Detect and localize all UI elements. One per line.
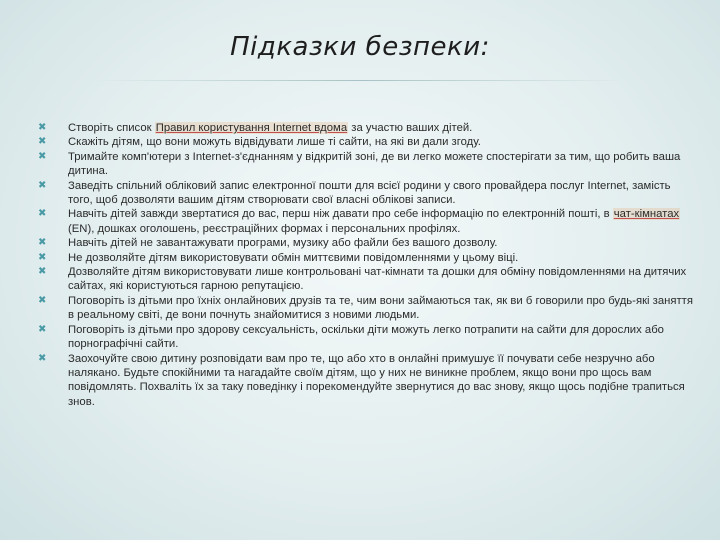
- chat-rooms-link[interactable]: чат-кімнатах: [613, 208, 680, 221]
- item-text: Заведіть спільний обліковий запис електронної пошти для всієї родини у свого провайдера послуг Internet, замість того, щоб дозволяти вашим дітям створювати свої власні облікові записи.: [68, 179, 671, 207]
- list-item: [38, 236, 698, 250]
- item-text: Навчіть дітей завжди звертатися до вас, перш ніж давати про себе інформацію по електронній пошті, в: [68, 208, 613, 221]
- x-bullet-icon: ✖: [38, 136, 47, 148]
- list-item: [38, 150, 698, 179]
- x-bullet-icon: ✖: [38, 237, 47, 249]
- list-item: [38, 207, 698, 236]
- item-text: Навчіть дітей не завантажувати програми, музику або файли без вашого дозволу.: [68, 237, 498, 250]
- x-bullet-icon: ✖: [38, 323, 47, 335]
- list-item: [38, 135, 698, 149]
- item-text-after: (EN), дошках оголошень, реєстраційних формах і персональних профілях.: [68, 222, 461, 235]
- slide-title: Підказки безпеки:: [230, 32, 490, 62]
- x-bullet-icon: ✖: [38, 266, 47, 278]
- rules-link[interactable]: Правил користування Internet вдома: [155, 122, 348, 134]
- item-text: Тримайте комп'ютери з Internet-з'єднанням у відкритій зоні, де ви легко можете спостерігати за тим, що робить ваша дитина.: [68, 150, 681, 178]
- x-bullet-icon: ✖: [38, 208, 47, 220]
- list-item: [38, 294, 698, 323]
- list-item: [38, 265, 698, 294]
- x-bullet-icon: ✖: [38, 179, 47, 191]
- item-text: Скажіть дітям, що вони можуть відвідувати лише ті сайти, на які ви дали згоду.: [68, 136, 481, 149]
- item-text: Створіть список: [68, 122, 155, 134]
- title-divider: [95, 80, 625, 81]
- list-item: [38, 179, 698, 208]
- x-bullet-icon: ✖: [38, 122, 47, 133]
- item-text: Поговоріть із дітьми про їхніх онлайнових друзів та те, чим вони займаються так, як ви б говорили про будь-які заняття в реальному світі, де вони почнуть знайомитися з новими людьми.: [68, 294, 693, 322]
- item-text: Не дозволяйте дітям використовувати обмін миттєвими повідомленнями у цьому віці.: [68, 251, 519, 264]
- x-bullet-icon: ✖: [38, 150, 47, 162]
- list-item: [38, 323, 698, 352]
- list-item: [38, 352, 698, 410]
- item-text: Поговоріть із дітьми про здорову сексуальність, оскільки діти можуть легко потрапити на сайти для дорослих або порнографічні сайти.: [68, 323, 664, 351]
- item-text: Заохочуйте свою дитину розповідати вам про те, що або хто в онлайні примушує її почувати себе незручно або налякано. Будьте спокійними та нагадайте своїм дітям, що у них не виникне проблем, якщо вони про щось вам повідомлять. Похваліть їх за таку поведінку і порекомендуйте звернутися до вас знову, якщо щось подібне трапиться знов.: [68, 352, 685, 408]
- item-text: Дозволяйте дітям використовувати лише контрольовані чат-кімнати та дошки для обміну повідомленнями на дитячих сайтах, які користуються гарною репутацією.: [68, 266, 687, 293]
- item-text-after: за участю ваших дітей.: [348, 122, 473, 134]
- x-bullet-icon: ✖: [38, 352, 47, 364]
- list-item: [38, 251, 698, 265]
- x-bullet-icon: ✖: [38, 294, 47, 306]
- x-bullet-icon: ✖: [38, 251, 47, 263]
- list-item: [38, 121, 698, 135]
- tips-list: [38, 121, 698, 409]
